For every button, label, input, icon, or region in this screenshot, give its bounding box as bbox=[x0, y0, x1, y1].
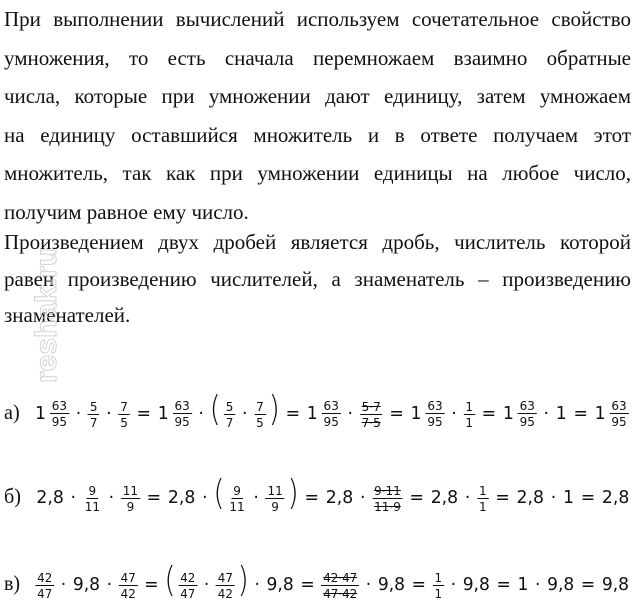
operator: · bbox=[108, 487, 115, 509]
denominator: 1 bbox=[465, 414, 474, 430]
number: 9,8 bbox=[377, 574, 406, 596]
cancelled-fraction bbox=[372, 484, 403, 513]
number: 9,8 bbox=[601, 574, 630, 596]
right-paren: ) bbox=[237, 560, 249, 601]
numerator: 1 bbox=[434, 569, 443, 585]
expression-c bbox=[33, 560, 631, 601]
problem-b bbox=[4, 473, 631, 516]
operator: · bbox=[254, 574, 260, 596]
operator: = bbox=[573, 403, 588, 425]
number: 2,8 bbox=[430, 487, 459, 509]
operator: · bbox=[451, 403, 457, 425]
operator: · bbox=[464, 487, 471, 509]
whole-part: 1 bbox=[410, 403, 422, 425]
problem-label: б) bbox=[4, 483, 21, 508]
whole-part: 1 bbox=[306, 403, 318, 425]
denominator: 11 bbox=[229, 498, 245, 514]
operator: · bbox=[203, 574, 210, 596]
numerator: 5·7 bbox=[361, 398, 381, 414]
fraction bbox=[227, 484, 246, 513]
mixed-number bbox=[305, 399, 343, 428]
number: 2,8 bbox=[36, 487, 64, 509]
text-line: равен произведению числителей, а знаменатель – произведению bbox=[4, 266, 631, 291]
operator: = bbox=[580, 487, 596, 509]
denominator: 95 bbox=[174, 414, 190, 430]
fraction bbox=[322, 399, 341, 428]
operator: · bbox=[543, 403, 550, 425]
expression-a bbox=[33, 389, 630, 430]
numerator: 9·11 bbox=[374, 482, 401, 498]
operator: · bbox=[106, 574, 113, 596]
mixed-number bbox=[593, 399, 631, 428]
fraction bbox=[88, 400, 99, 429]
denominator: 1 bbox=[434, 585, 443, 601]
fraction bbox=[118, 400, 129, 429]
denominator: 47 bbox=[180, 585, 196, 601]
fraction bbox=[224, 400, 235, 429]
numerator: 47 bbox=[217, 569, 233, 585]
number: 1 bbox=[517, 574, 529, 596]
numerator: 63 bbox=[323, 398, 339, 414]
numerator: 9 bbox=[88, 482, 97, 498]
operator: = bbox=[304, 487, 320, 509]
denominator: 5 bbox=[256, 414, 264, 430]
numerator: 5 bbox=[225, 398, 234, 414]
left-paren: ( bbox=[164, 560, 176, 601]
whole-part: 1 bbox=[502, 403, 514, 425]
operator: = bbox=[409, 487, 424, 509]
fraction bbox=[518, 399, 537, 428]
operator: · bbox=[106, 403, 112, 425]
operator: = bbox=[496, 574, 511, 596]
denominator: 95 bbox=[611, 414, 627, 430]
text-line: числа, которые при умножении дают единицу, затем умножаем bbox=[4, 84, 631, 108]
left-paren: ( bbox=[213, 473, 225, 514]
paragraph-associative-property bbox=[4, 0, 631, 231]
operator: = bbox=[300, 574, 315, 596]
mixed-number bbox=[156, 399, 194, 428]
operator: = bbox=[411, 574, 426, 596]
operator: · bbox=[202, 487, 208, 509]
denominator: 5 bbox=[120, 414, 128, 430]
operator: = bbox=[481, 403, 497, 425]
fraction bbox=[119, 571, 138, 600]
left-paren: ( bbox=[209, 389, 221, 430]
numerator: 1 bbox=[465, 398, 474, 414]
fraction bbox=[433, 571, 444, 600]
denominator: 47 bbox=[37, 585, 53, 601]
cancelled-fraction bbox=[321, 571, 359, 600]
denominator: 9 bbox=[271, 498, 279, 514]
number: 1 bbox=[562, 487, 574, 509]
text-line: на единицу оставшийся множитель и в ответе получаем этот bbox=[4, 122, 631, 147]
text-line: При выполнении вычислений используем сочетательное свойство bbox=[4, 7, 631, 31]
operator: = bbox=[580, 574, 596, 596]
number: 2,8 bbox=[325, 487, 354, 509]
right-paren: ) bbox=[268, 389, 280, 430]
text-line: множитель, так как при умножении единицы на любое число, bbox=[4, 161, 631, 185]
paragraph-fraction-product-rule bbox=[4, 224, 631, 334]
fraction bbox=[463, 400, 474, 429]
text-line: получим равное ему число. bbox=[4, 199, 249, 224]
denominator: 7·5 bbox=[361, 414, 381, 430]
numerator: 42 bbox=[37, 569, 53, 585]
numerator: 42 bbox=[180, 569, 196, 585]
operator: · bbox=[365, 574, 372, 596]
fraction bbox=[83, 484, 102, 513]
whole-part: 1 bbox=[157, 403, 169, 425]
right-paren: ) bbox=[287, 473, 299, 514]
problem-label: а) bbox=[4, 399, 20, 424]
operator: · bbox=[60, 574, 67, 596]
numerator: 63 bbox=[611, 398, 627, 414]
watermark-text: reshak.ru bbox=[30, 247, 63, 383]
denominator: 1 bbox=[479, 498, 487, 514]
number: 2,8 bbox=[167, 487, 196, 509]
problem-c bbox=[4, 560, 631, 603]
numerator: 7 bbox=[120, 398, 128, 414]
operator: · bbox=[359, 487, 366, 509]
fraction bbox=[121, 484, 140, 513]
number: 2,8 bbox=[601, 487, 630, 509]
whole-part: 1 bbox=[594, 403, 606, 425]
mixed-number bbox=[501, 399, 539, 428]
fraction bbox=[254, 400, 265, 429]
operator: · bbox=[242, 403, 248, 425]
operator: · bbox=[347, 403, 353, 425]
fraction bbox=[610, 399, 629, 428]
cancelled-fraction bbox=[360, 400, 383, 429]
numerator: 63 bbox=[519, 398, 535, 414]
number: 9,8 bbox=[266, 574, 294, 596]
denominator: 42 bbox=[217, 585, 233, 601]
numerator: 63 bbox=[51, 398, 68, 414]
operator: = bbox=[389, 403, 404, 425]
fraction bbox=[173, 399, 192, 428]
fraction bbox=[477, 484, 488, 513]
operator: · bbox=[534, 574, 541, 596]
operator: = bbox=[144, 574, 159, 596]
denominator: 95 bbox=[51, 414, 68, 430]
text-line: Произведением двух дробей является дробь, числитель которой bbox=[4, 230, 631, 254]
number: 2,8 bbox=[516, 487, 545, 509]
numerator: 5 bbox=[89, 398, 98, 414]
operator: · bbox=[450, 574, 457, 596]
numerator: 42·47 bbox=[323, 569, 358, 585]
denominator: 95 bbox=[519, 414, 535, 430]
text-line: умножения, то есть сначала перемножаем взаимно обратные bbox=[4, 45, 631, 70]
operator: · bbox=[75, 403, 82, 425]
denominator: 11·9 bbox=[374, 498, 401, 514]
operator: · bbox=[253, 487, 259, 509]
number: 1 bbox=[555, 403, 567, 425]
operator: · bbox=[198, 403, 204, 425]
denominator: 95 bbox=[323, 414, 339, 430]
numerator: 1 bbox=[479, 482, 487, 498]
numerator: 47 bbox=[120, 569, 136, 585]
expression-b bbox=[34, 473, 631, 514]
numerator: 11 bbox=[122, 482, 139, 498]
fraction bbox=[50, 399, 69, 428]
mixed-number bbox=[409, 399, 447, 428]
problem-label: в) bbox=[4, 570, 21, 595]
denominator: 7 bbox=[225, 414, 234, 430]
operator: = bbox=[285, 403, 301, 425]
problem-a bbox=[4, 389, 631, 432]
numerator: 63 bbox=[427, 398, 443, 414]
denominator: 7 bbox=[89, 414, 98, 430]
operator: · bbox=[70, 487, 77, 509]
numerator: 11 bbox=[267, 482, 283, 498]
fraction bbox=[266, 484, 285, 513]
fraction bbox=[216, 571, 235, 600]
operator: = bbox=[136, 403, 152, 425]
denominator: 47·42 bbox=[323, 585, 358, 601]
text-line: знаменателей. bbox=[4, 303, 131, 327]
numerator: 9 bbox=[233, 482, 241, 498]
number: 9,8 bbox=[547, 574, 575, 596]
number: 9,8 bbox=[72, 574, 101, 596]
number: 9,8 bbox=[462, 574, 490, 596]
operator: · bbox=[550, 487, 557, 509]
denominator: 42 bbox=[120, 585, 136, 601]
numerator: 63 bbox=[174, 398, 190, 414]
denominator: 9 bbox=[126, 498, 135, 514]
numerator: 7 bbox=[256, 398, 264, 414]
fraction bbox=[178, 571, 197, 600]
operator: = bbox=[146, 487, 162, 509]
fraction bbox=[425, 399, 444, 428]
denominator: 95 bbox=[427, 414, 443, 430]
operator: = bbox=[495, 487, 510, 509]
mixed-number bbox=[33, 399, 71, 428]
whole-part: 1 bbox=[35, 403, 47, 425]
fraction bbox=[35, 571, 54, 600]
denominator: 11 bbox=[84, 498, 100, 514]
